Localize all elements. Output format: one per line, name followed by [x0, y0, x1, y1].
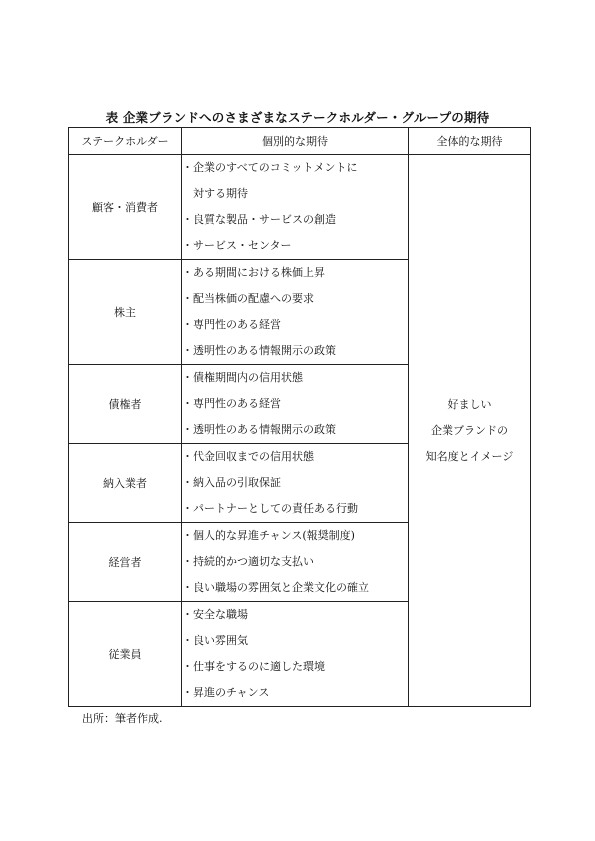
expectation-item: ・サービス・センター	[182, 239, 292, 252]
stakeholder-supplier: 納入業者	[69, 444, 182, 523]
source-note: 出所：筆者作成.	[82, 712, 163, 725]
table-header-row	[69, 128, 531, 155]
expectation-item: ・良質な製品・サービスの創造	[182, 213, 336, 226]
stakeholder-customer: 顧客・消費者	[69, 155, 182, 260]
expectations-supplier	[182, 444, 409, 523]
stakeholder-shareholder: 株主	[69, 260, 182, 365]
expectations-manager	[182, 523, 409, 602]
expectation-item: 対する期待	[182, 187, 248, 200]
expectation-item: ・個人的な昇進チャンス(報奨制度)	[182, 529, 355, 542]
expectation-item: ・ある期間における株価上昇	[182, 266, 325, 279]
expectation-item: ・専門性のある経営	[182, 318, 281, 331]
overall-line: 知名度とイメージ	[425, 449, 514, 463]
expectations-employee	[182, 602, 409, 707]
table-title: 表 企業ブランドへのさまざまなステークホルダー・グループの期待	[105, 110, 490, 125]
expectations-shareholder	[182, 260, 409, 365]
expectation-item: ・納入品の引取保証	[182, 476, 281, 489]
expectation-item: ・債権期間内の信用状態	[182, 371, 303, 384]
expectation-item: ・良い雰囲気	[182, 634, 248, 647]
table-row	[69, 155, 531, 260]
header-individual-expectations: 個別的な期待	[182, 128, 409, 155]
expectation-item: ・配当株価の配慮への要求	[182, 292, 314, 305]
overall-line: 好ましい	[447, 397, 492, 411]
expectation-item: ・安全な職場	[182, 608, 248, 621]
overall-expectation	[409, 155, 531, 707]
header-overall-expectation: 全体的な期待	[409, 128, 531, 155]
header-stakeholder: ステークホルダー	[69, 128, 182, 155]
expectation-item: ・企業のすべてのコミットメントに	[182, 161, 358, 174]
expectation-item: ・パートナーとしての責任ある行動	[182, 502, 358, 515]
stakeholder-manager: 経営者	[69, 523, 182, 602]
stakeholder-creditor: 債権者	[69, 365, 182, 444]
expectation-item: ・仕事をするのに適した環境	[182, 660, 325, 673]
expectation-item: ・昇進のチャンス	[182, 686, 270, 699]
stakeholder-table	[68, 127, 531, 707]
expectations-customer	[182, 155, 409, 260]
expectation-item: ・専門性のある経営	[182, 397, 281, 410]
expectation-item: ・良い職場の雰囲気と企業文化の確立	[182, 581, 369, 594]
expectation-item: ・持続的かつ適切な支払い	[182, 555, 314, 568]
expectations-creditor	[182, 365, 409, 444]
expectation-item: ・透明性のある情報開示の政策	[182, 423, 336, 436]
expectation-item: ・代金回収までの信用状態	[182, 450, 314, 463]
overall-line: 企業ブランドの	[431, 423, 508, 437]
stakeholder-employee: 従業員	[69, 602, 182, 707]
expectation-item: ・透明性のある情報開示の政策	[182, 344, 336, 357]
